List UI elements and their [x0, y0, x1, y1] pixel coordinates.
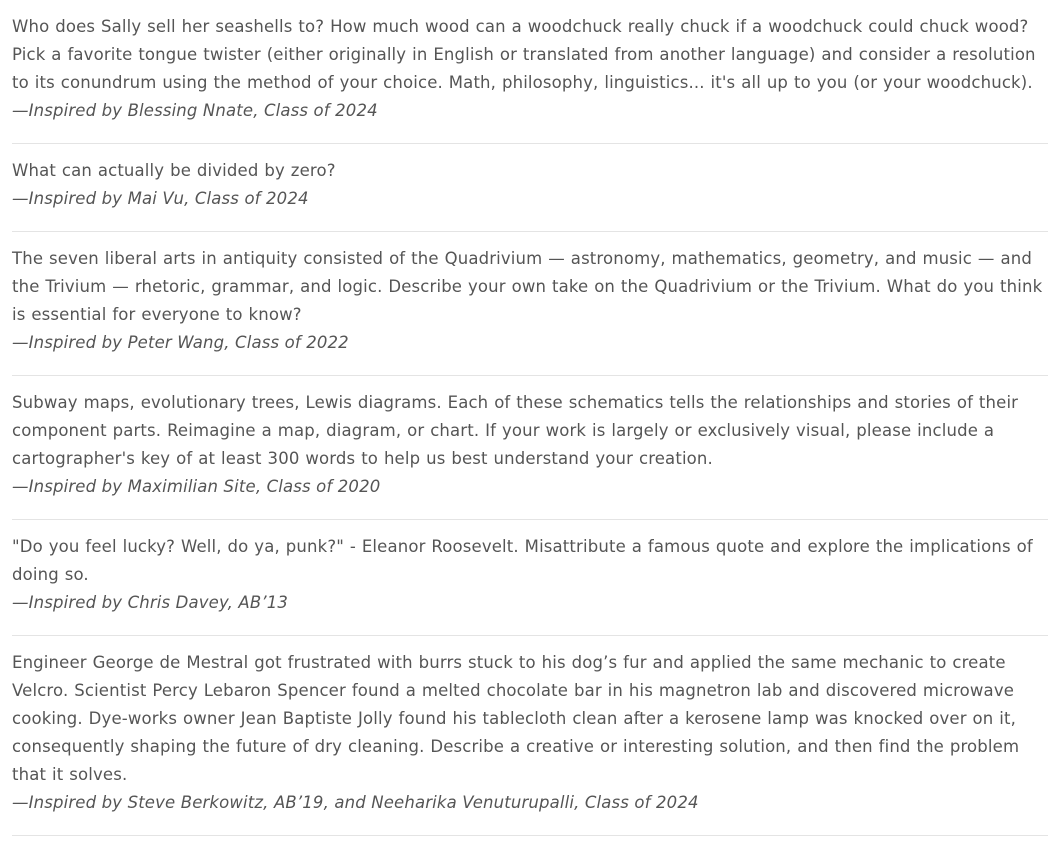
prompt-text: Who does Sally sell her seashells to? How much wood can a woodchuck really chuck if a woodchuck could chuck wood? Pick a favorite tongue twister (either originally in English or translated from another language) and consider a resolution to its conundrum using the method of your choice. Math, philosophy, linguistics... it's all up to you (or your woodchuck). [12, 17, 1036, 92]
prompt-credit: —Inspired by Chris Davey, AB’13 [12, 593, 289, 612]
prompt-credit: —Inspired by Blessing Nnate, Class of 2024 [12, 101, 378, 120]
prompt-item [12, 232, 1048, 376]
prompt-text: Subway maps, evolutionary trees, Lewis diagrams. Each of these schematics tells the relationships and stories of their component parts. Reimagine a map, diagram, or chart. If your work is largely or exclusively visual, please include a cartographer's key of at least 300 words to help us best understand your creation. [12, 393, 1019, 468]
prompt-credit: —Inspired by Steve Berkowitz, AB’19, and Neeharika Venuturupalli, Class of 2024 [12, 793, 699, 812]
prompt-credit: —Inspired by Mai Vu, Class of 2024 [12, 189, 309, 208]
prompt-credit: —Inspired by Peter Wang, Class of 2022 [12, 333, 349, 352]
prompt-item [12, 144, 1048, 232]
prompt-item [12, 0, 1048, 144]
prompt-item [12, 636, 1048, 836]
prompt-text: What can actually be divided by zero? [12, 161, 336, 180]
prompt-text: Engineer George de Mestral got frustrated with burrs stuck to his dog’s fur and applied the same mechanic to create Velcro. Scientist Percy Lebaron Spencer found a melted chocolate bar in his magnetron lab and discovered microwave cooking. Dye-works owner Jean Baptiste Jolly found his tablecloth clean after a kerosene lamp was knocked over on it, consequently shaping the future of dry cleaning. Describe a creative or interesting solution, and then find the problem that it solves. [12, 653, 1020, 784]
prompt-text: "Do you feel lucky? Well, do ya, punk?" - Eleanor Roosevelt. Misattribute a famous quote and explore the implications of doing so. [12, 537, 1033, 584]
prompt-item [12, 520, 1048, 636]
prompt-credit: —Inspired by Maximilian Site, Class of 2020 [12, 477, 381, 496]
prompt-item [12, 376, 1048, 520]
prompt-text: The seven liberal arts in antiquity consisted of the Quadrivium — astronomy, mathematics, geometry, and music — and the Trivium — rhetoric, grammar, and logic. Describe your own take on the Quadrivium or the Trivium. What do you think is essential for everyone to know? [12, 249, 1043, 324]
